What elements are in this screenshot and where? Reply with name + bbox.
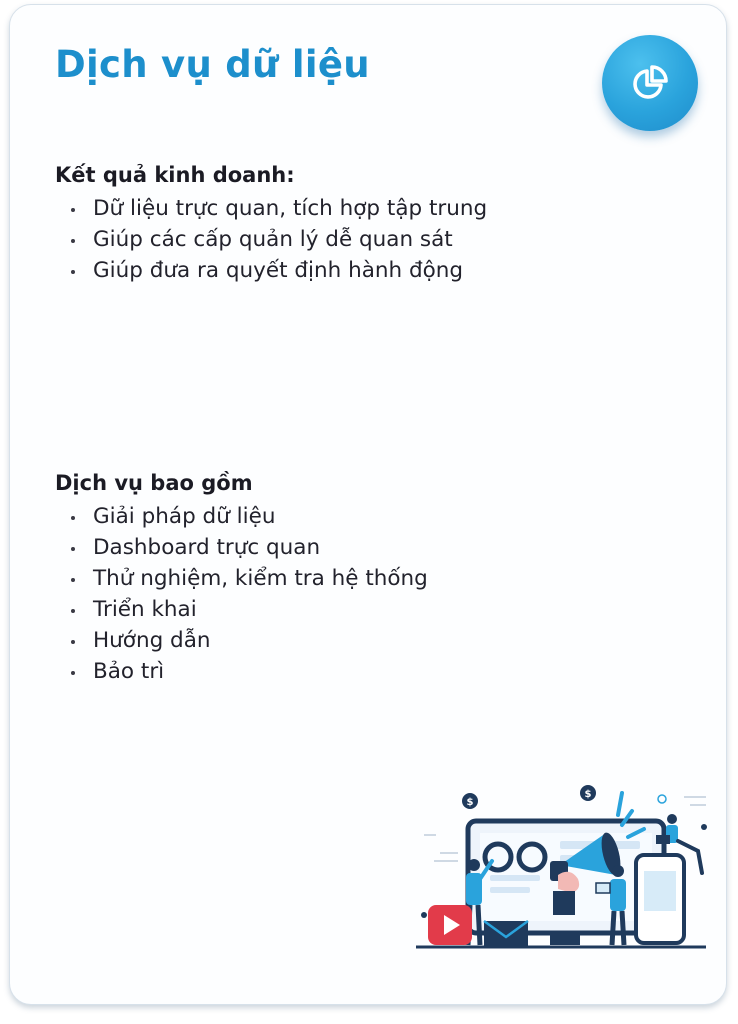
service-card xyxy=(9,4,727,1005)
page-title: Dịch vụ dữ liệu xyxy=(55,43,370,86)
services-included-section xyxy=(55,467,428,687)
svg-text:$: $ xyxy=(466,797,474,808)
list-item: Thử nghiệm, kiểm tra hệ thống xyxy=(69,563,428,594)
magnifier-icon xyxy=(658,795,666,803)
dot-decor xyxy=(421,912,427,918)
video-play-icon xyxy=(428,905,472,945)
digital-marketing-illustration xyxy=(410,775,710,955)
list-item: Giải pháp dữ liệu xyxy=(69,501,428,532)
pie-chart-badge xyxy=(602,35,698,131)
list-item: Dashboard trực quan xyxy=(69,532,428,563)
business-results-list xyxy=(55,193,487,286)
podium xyxy=(553,891,575,915)
list-item: Hướng dẫn xyxy=(69,625,428,656)
monitor-stand xyxy=(550,933,580,945)
dollar-coin-icon xyxy=(462,793,478,809)
services-included-heading: Dịch vụ bao gồm xyxy=(55,471,253,495)
services-included-list xyxy=(55,501,428,687)
pie-chart-icon xyxy=(630,63,670,103)
svg-text:$: $ xyxy=(584,789,592,800)
phone-screen xyxy=(644,871,676,911)
dot-decor xyxy=(701,824,707,830)
envelope-icon xyxy=(484,921,528,947)
list-item: Giúp đưa ra quyết định hành động xyxy=(69,255,487,286)
list-item: Bảo trì xyxy=(69,656,428,687)
list-item: Giúp các cấp quản lý dễ quan sát xyxy=(69,224,487,255)
business-results-section xyxy=(55,159,487,286)
dollar-coin-icon xyxy=(580,785,596,801)
list-item: Dữ liệu trực quan, tích hợp tập trung xyxy=(69,193,487,224)
business-results-heading: Kết quả kinh doanh: xyxy=(55,163,295,187)
list-item: Triển khai xyxy=(69,594,428,625)
